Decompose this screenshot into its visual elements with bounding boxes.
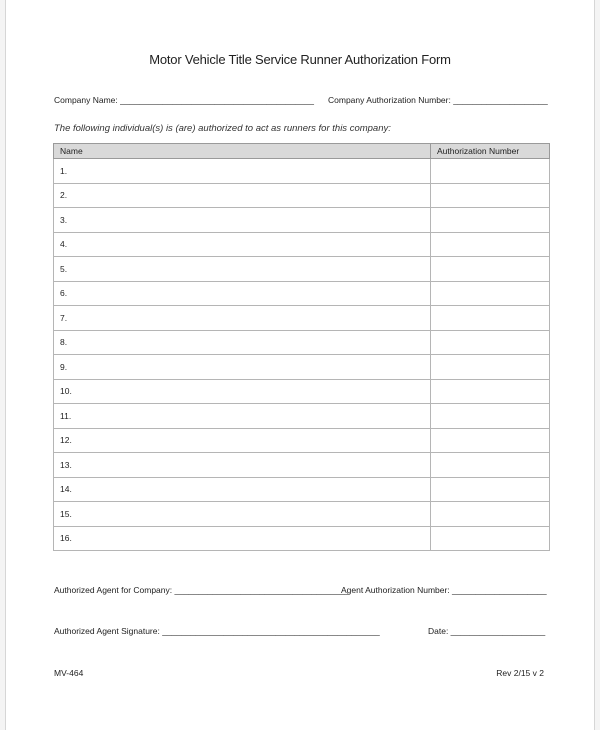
runner-name-cell[interactable]: 10. [54, 379, 431, 404]
agent-authorization-number-field[interactable]: Agent Authorization Number: ____________________ [341, 585, 547, 595]
runner-name-cell[interactable]: 6. [54, 281, 431, 306]
runner-name-cell[interactable]: 5. [54, 257, 431, 282]
runner-auth-cell[interactable] [431, 232, 550, 257]
table-row [54, 477, 550, 502]
name-column-header: Name [54, 144, 431, 159]
form-page [5, 0, 595, 730]
runner-auth-cell[interactable] [431, 355, 550, 380]
runner-auth-cell[interactable] [431, 477, 550, 502]
runner-auth-cell[interactable] [431, 281, 550, 306]
runner-name-cell[interactable]: 1. [54, 159, 431, 184]
runner-auth-cell[interactable] [431, 257, 550, 282]
runner-auth-cell[interactable] [431, 330, 550, 355]
runners-table [53, 143, 550, 551]
runner-name-cell[interactable]: 3. [54, 208, 431, 233]
runner-name-cell[interactable]: 14. [54, 477, 431, 502]
table-row [54, 183, 550, 208]
runner-name-cell[interactable]: 16. [54, 526, 431, 551]
intro-text: The following individual(s) is (are) authorized to act as runners for this company: [54, 123, 391, 134]
date-field[interactable]: Date: ____________________ [428, 626, 546, 636]
table-row [54, 379, 550, 404]
form-code: MV-464 [54, 668, 84, 678]
table-row [54, 232, 550, 257]
runner-auth-cell[interactable] [431, 526, 550, 551]
revision-label: Rev 2/15 v 2 [496, 668, 544, 678]
company-name-field[interactable]: Company Name: _________________________________________ [54, 95, 314, 105]
table-row [54, 281, 550, 306]
authorized-agent-company-field[interactable]: Authorized Agent for Company: _____________________________________ [54, 585, 350, 595]
runner-auth-cell[interactable] [431, 404, 550, 429]
table-row [54, 502, 550, 527]
table-row [54, 355, 550, 380]
runner-auth-cell[interactable] [431, 379, 550, 404]
runner-name-cell[interactable]: 9. [54, 355, 431, 380]
table-row [54, 404, 550, 429]
runner-name-cell[interactable]: 11. [54, 404, 431, 429]
table-row [54, 453, 550, 478]
runner-name-cell[interactable]: 4. [54, 232, 431, 257]
runner-auth-cell[interactable] [431, 208, 550, 233]
runner-auth-cell[interactable] [431, 428, 550, 453]
authorized-agent-signature-field[interactable]: Authorized Agent Signature: ______________________________________________ [54, 626, 380, 636]
table-row [54, 257, 550, 282]
runner-name-cell[interactable]: 7. [54, 306, 431, 331]
table-row [54, 208, 550, 233]
table-row [54, 428, 550, 453]
table-row [54, 526, 550, 551]
runner-name-cell[interactable]: 8. [54, 330, 431, 355]
authorization-number-column-header: Authorization Number [431, 144, 550, 159]
runner-auth-cell[interactable] [431, 183, 550, 208]
table-row [54, 159, 550, 184]
runner-auth-cell[interactable] [431, 159, 550, 184]
runner-name-cell[interactable]: 2. [54, 183, 431, 208]
runner-auth-cell[interactable] [431, 502, 550, 527]
runner-name-cell[interactable]: 15. [54, 502, 431, 527]
table-row [54, 330, 550, 355]
runner-name-cell[interactable]: 13. [54, 453, 431, 478]
runner-auth-cell[interactable] [431, 453, 550, 478]
company-authorization-number-field[interactable]: Company Authorization Number: ____________________ [328, 95, 548, 105]
runner-auth-cell[interactable] [431, 306, 550, 331]
table-row [54, 306, 550, 331]
form-title: Motor Vehicle Title Service Runner Authorization Form [149, 52, 451, 67]
runner-name-cell[interactable]: 12. [54, 428, 431, 453]
table-header-row [54, 144, 550, 159]
